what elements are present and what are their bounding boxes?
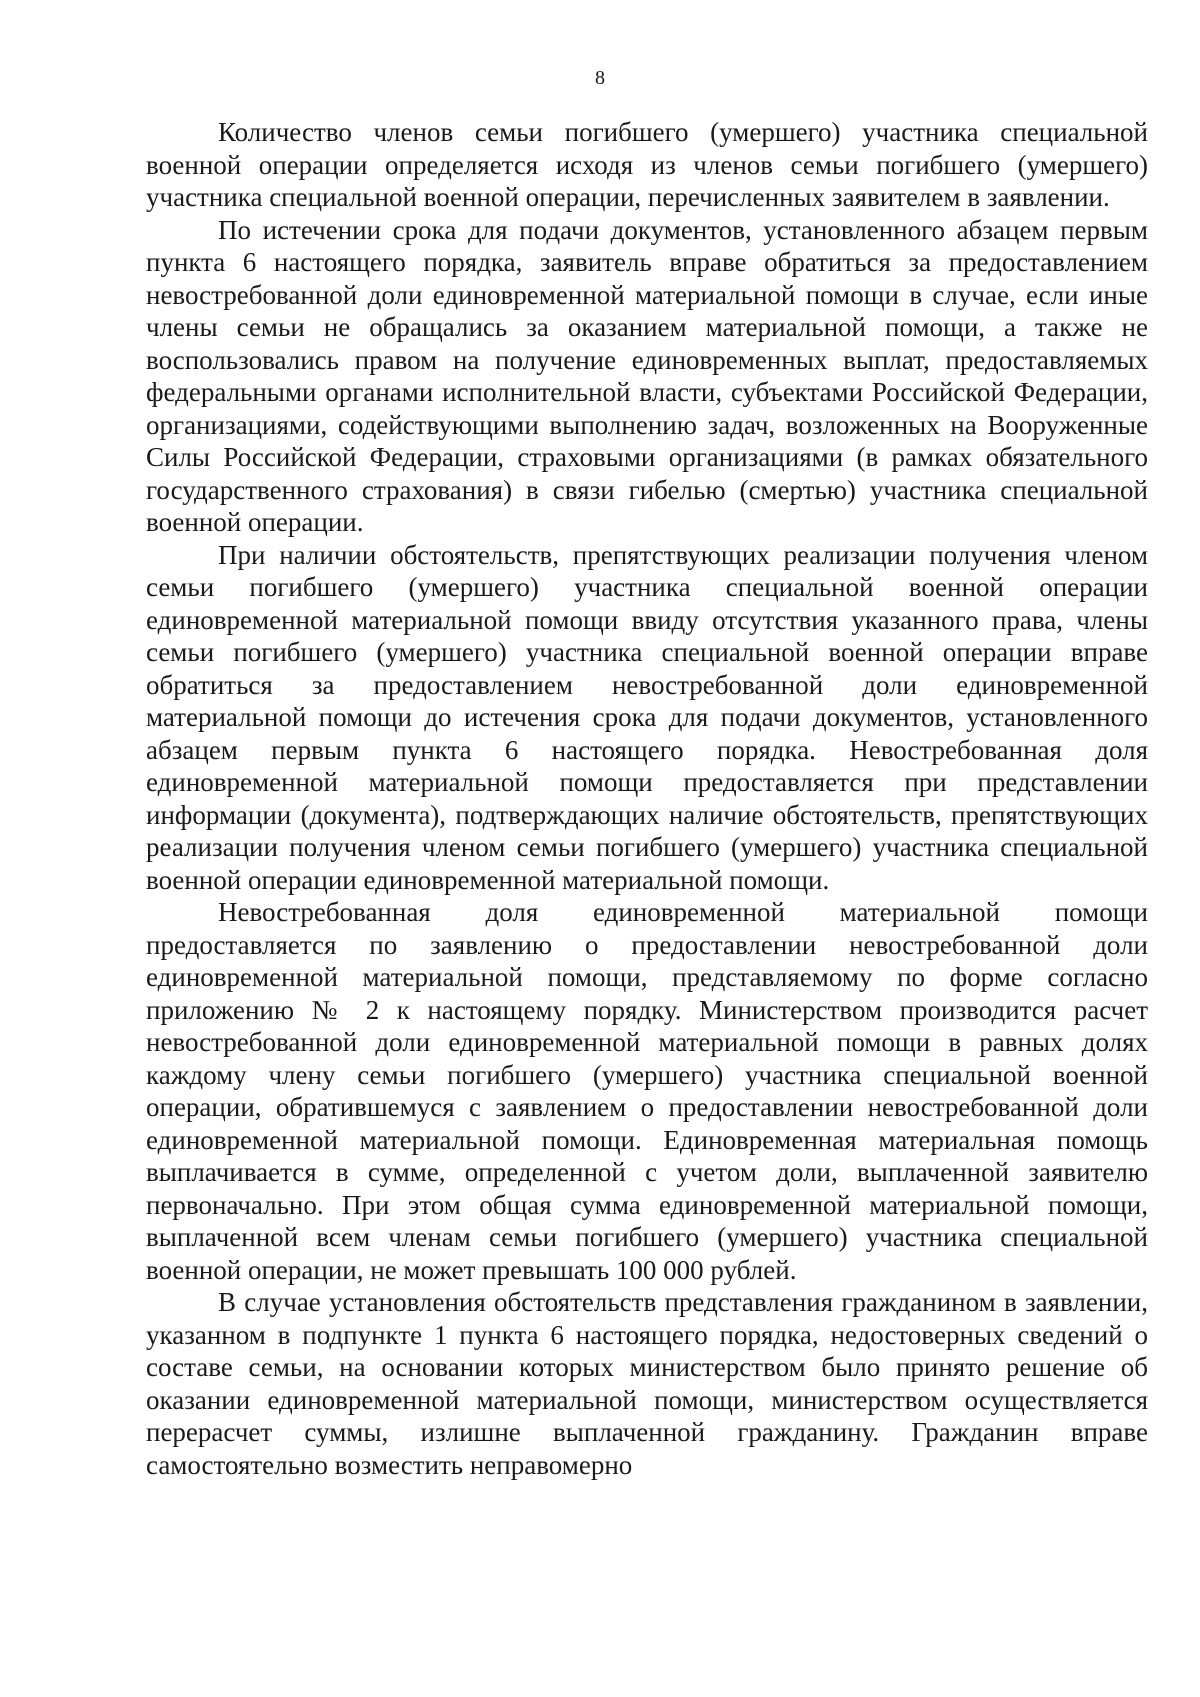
paragraph-recalculation: В случае установления обстоятельств представления гражданином в заявлении, указанном в подпункте 1 пункта 6 настоящего порядка, недостоверных сведений о составе семьи, на основании которых министерством было принято решение об оказании единовременной материальной помощи, министерством осуществляется перерасчет суммы, излишне выплаченной гражданину. Гражданин вправе самостоятельно возместить неправомерно <box>146 1287 1148 1480</box>
paragraph-unclaimed-share-application: Невостребованная доля единовременной материальной помощи предоставляется по заявлению о предоставлении невостребованной доли единовременной материальной помощи, представляемому по форме согласно приложению № 2 к настоящему порядку. Министерством производится расчет невостребованной доли единовременной материальной помощи в равных долях каждому члену семьи погибшего (умершего) участника специальной военной операции, обратившемуся с заявлением о предоставлении невостребованной доли единовременной материальной помощи. Единовременная материальная помощь выплачивается в сумме, определенной с учетом доли, выплаченной заявителю первоначально. При этом общая сумма единовременной материальной помощи, выплаченной всем членам семьи погибшего (умершего) участника специальной военной операции, не может превышать 100 000 рублей. <box>146 897 1148 1285</box>
paragraph-unclaimed-share-after-deadline: По истечении срока для подачи документов, установленного абзацем первым пункта 6 настоящего порядка, заявитель вправе обратиться за предоставлением невостребованной доли единовременной материальной помощи в случае, если иные члены семьи не обращались за оказанием материальной помощи, а также не воспользовались правом на получение единовременных выплат, предоставляемых федеральными органами исполнительной власти, субъектами Российской Федерации, организациями, содействующими выполнению задач, возложенных на Вооруженные Силы Российской Федерации, страховыми организациями (в рамках обязательного государственного страхования) в связи гибелью (смертью) участника специальной военной операции. <box>146 214 1148 537</box>
page-number: 8 <box>595 67 605 89</box>
paragraph-obstructing-circumstances: При наличии обстоятельств, препятствующих реализации получения членом семьи погибшего (умершего) участника специальной военной операции единовременной материальной помощи ввиду отсутствия указанного права, члены семьи погибшего (умершего) участника специальной военной операции вправе обратиться за предоставлением невостребованной доли единовременной материальной помощи до истечения срока для подачи документов, установленного абзацем первым пункта 6 настоящего порядка. Невостребованная доля единовременной материальной помощи предоставляется при представлении информации (документа), подтверждающих наличие обстоятельств, препятствующих реализации получения членом семьи погибшего (умершего) участника специальной военной операции единовременной материальной помощи. <box>146 539 1148 895</box>
document-body <box>146 116 1148 1481</box>
paragraph-family-members-count: Количество членов семьи погибшего (умершего) участника специальной военной операции определяется исходя из членов семьи погибшего (умершего) участника специальной военной операции, перечисленных заявителем в заявлении. <box>146 117 1148 212</box>
